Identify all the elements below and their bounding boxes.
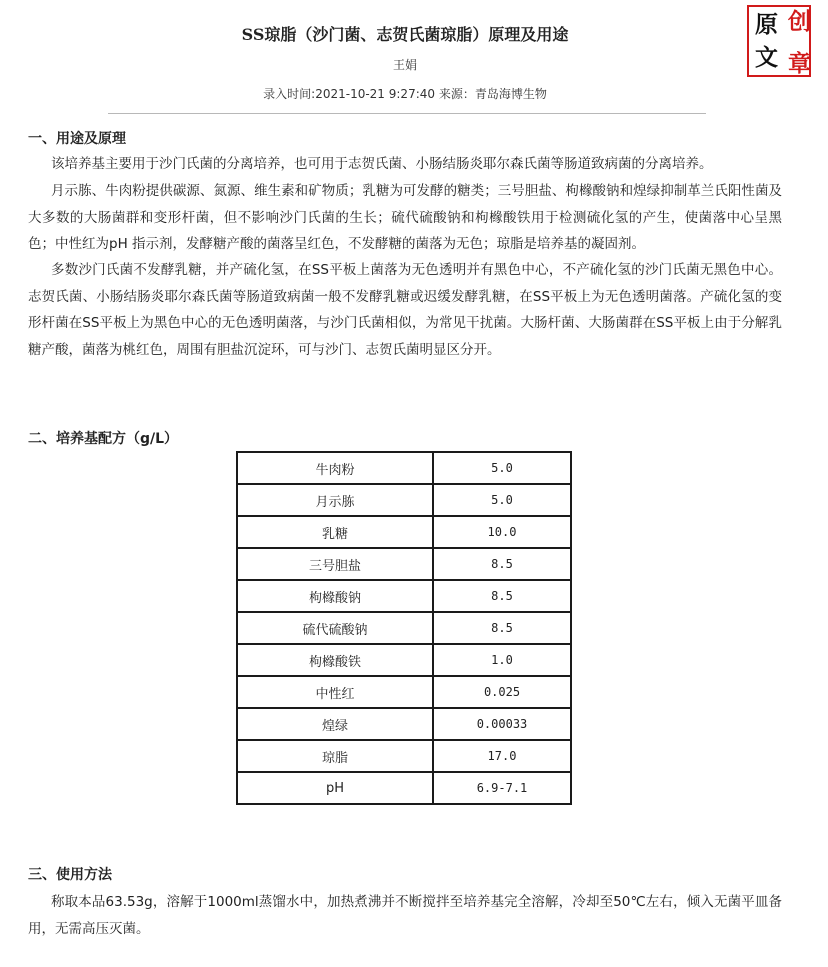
ingredient-name: 乳糖 [237, 516, 433, 548]
ingredient-amount: 6.9-7.1 [433, 772, 571, 804]
table-row [237, 740, 571, 772]
original-article-stamp [744, 2, 822, 86]
ingredient-amount: 0.025 [433, 676, 571, 708]
ingredient-amount: 1.0 [433, 644, 571, 676]
table-row [237, 612, 571, 644]
section-heading-method: 三、使用方法 [28, 867, 112, 883]
ingredient-name: 枸橼酸钠 [237, 580, 433, 612]
table-row [237, 452, 571, 484]
paragraph-usage-1: 该培养基主要用于沙门氏菌的分离培养，也可用于志贺氏菌、小肠结肠炎耶尔森氏菌等肠道致病菌的分离培养。 [51, 156, 713, 172]
table-row [237, 708, 571, 740]
ingredient-amount: 8.5 [433, 612, 571, 644]
article-author: 王娟 [392, 58, 417, 72]
formula-table [236, 451, 572, 805]
ingredient-name: pH [237, 772, 433, 804]
ingredient-amount: 0.00033 [433, 708, 571, 740]
ingredient-name: 硫代硫酸钠 [237, 612, 433, 644]
ingredient-amount: 17.0 [433, 740, 571, 772]
table-row [237, 676, 571, 708]
ingredient-name: 煌绿 [237, 708, 433, 740]
stamp-char-1: 原 [755, 11, 778, 38]
table-row [237, 772, 571, 804]
table-row [237, 484, 571, 516]
ingredient-amount: 5.0 [433, 452, 571, 484]
table-row [237, 580, 571, 612]
section-heading-formula: 二、培养基配方（g/L） [28, 431, 179, 447]
table-row [237, 644, 571, 676]
article-title: SS琼脂（沙门菌、志贺氏菌琼脂）原理及用途 [241, 25, 569, 44]
ingredient-amount: 5.0 [433, 484, 571, 516]
ingredient-name: 琼脂 [237, 740, 433, 772]
article-meta: 录入时间:2021-10-21 9:27:40 来源：青岛海博生物 [263, 87, 547, 101]
paragraph-method-1: 称取本品63.53g，溶解于1000ml蒸馏水中，加热煮沸并不断搅拌至培养基完全溶解，冷却至50℃左右，倾入无菌平皿备用，无需高压灭菌。 [28, 894, 782, 937]
ingredient-amount: 8.5 [433, 580, 571, 612]
table-row [237, 516, 571, 548]
ingredient-name: 枸橼酸铁 [237, 644, 433, 676]
ingredient-name: 牛肉粉 [237, 452, 433, 484]
stamp-char-4: 章 [788, 50, 811, 77]
ingredient-name: 三号胆盐 [237, 548, 433, 580]
paragraph-usage-2: 月示胨、牛肉粉提供碳源、氮源、维生素和矿物质；乳糖为可发酵的糖类；三号胆盐、枸橼酸钠和煌绿抑制革兰氏阳性菌及大多数的大肠菌群和变形杆菌，但不影响沙门氏菌的生长；硫代硫酸钠和枸橼酸铁用于检测硫化氢的产生，使菌落中心呈黑色；中性红为pH 指示剂，发酵糖产酸的菌落呈红色，不发酵糖的菌落为无色；琼脂是培养基的凝固剂。 [28, 183, 782, 252]
ingredient-name: 月示胨 [237, 484, 433, 516]
section-heading-usage: 一、用途及原理 [28, 131, 126, 147]
ingredient-amount: 8.5 [433, 548, 571, 580]
table-row [237, 548, 571, 580]
ingredient-name: 中性红 [237, 676, 433, 708]
header-divider [108, 113, 706, 114]
paragraph-usage-3: 多数沙门氏菌不发酵乳糖，并产硫化氢，在SS平板上菌落为无色透明并有黑色中心，不产硫化氢的沙门氏菌无黑色中心。志贺氏菌、小肠结肠炎耶尔森氏菌等肠道致病菌一般不发酵乳糖或迟缓发酵乳糖，在SS平板上为无色透明菌落。产硫化氢的变形杆菌在SS平板上为黑色中心的无色透明菌落，与沙门氏菌相似，为常见干扰菌。大肠杆菌、大肠菌群在SS平板上由于分解乳糖产酸，菌落为桃红色，周围有胆盐沉淀环，可与沙门、志贺氏菌明显区分开。 [28, 262, 782, 358]
stamp-char-2: 创 [788, 8, 811, 35]
stamp-char-3: 文 [755, 44, 778, 71]
ingredient-amount: 10.0 [433, 516, 571, 548]
